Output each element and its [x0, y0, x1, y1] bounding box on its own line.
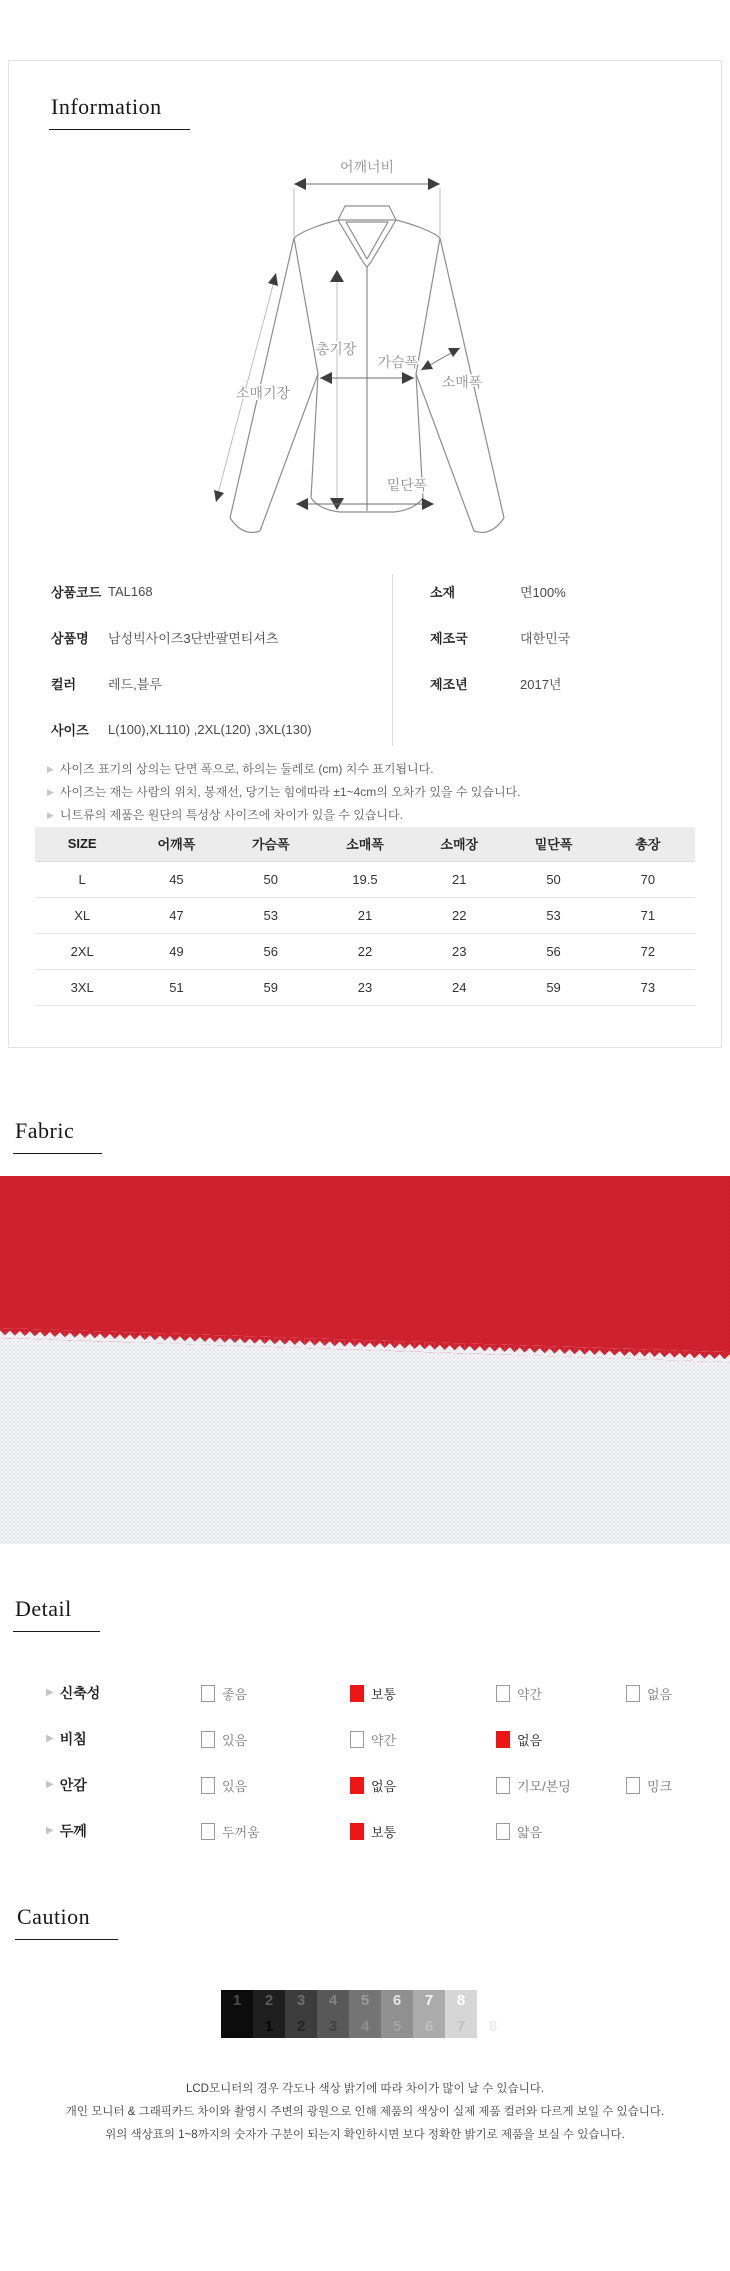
scale-number-top: 8: [456, 1992, 466, 2009]
scale-number-bottom: 6: [424, 2018, 434, 2035]
checkbox-icon: [350, 1685, 364, 1702]
size-table: [35, 827, 695, 1006]
size-cell: 47: [129, 897, 223, 933]
option-label: 얇음: [517, 1824, 543, 1840]
checkbox-icon: [496, 1777, 510, 1794]
size-table-row: [35, 969, 695, 1005]
sleeve-width-label: 소매폭: [441, 374, 483, 390]
spec-row: [51, 706, 392, 752]
scale-number-bottom: 8: [488, 2018, 498, 2035]
spec-label: 컬러: [51, 676, 77, 692]
spec-value: TAL168: [108, 583, 153, 599]
spec-label: 상품명: [51, 630, 89, 646]
size-cell: L: [35, 861, 129, 897]
spec-label: 상품코드: [51, 584, 102, 600]
size-cell: 53: [506, 897, 600, 933]
size-cell: 45: [129, 861, 223, 897]
detail-row-stretch: [0, 1670, 730, 1716]
scale-number-top: 4: [328, 1992, 338, 2009]
total-length-label: 총기장: [315, 341, 357, 357]
note-item: [47, 804, 721, 827]
note-item: [47, 781, 721, 804]
grayscale-cell: [413, 1990, 445, 2038]
size-cell: 49: [129, 933, 223, 969]
spec-label: 사이즈: [51, 722, 89, 738]
size-cell: 22: [412, 897, 506, 933]
detail-section: [0, 1544, 730, 1854]
note-arrow-icon: ▶: [47, 810, 54, 820]
option-label: 약간: [517, 1686, 543, 1702]
detail-label-text: 신축성: [59, 1685, 101, 1701]
option-label: 약간: [371, 1732, 397, 1748]
caution-section: [0, 1854, 730, 2147]
arrow-icon: ▶: [46, 1686, 54, 1698]
detail-option: [496, 1822, 626, 1841]
chest-width-label: 가슴폭: [377, 354, 419, 370]
size-table-header-cell: 어깨폭: [129, 827, 223, 861]
size-cell: 19.5: [318, 861, 412, 897]
size-cell: 50: [506, 861, 600, 897]
grayscale-cell: [349, 1990, 381, 2038]
scale-number-bottom: [221, 2016, 253, 2038]
grayscale-cell: [317, 1990, 349, 2038]
detail-option: [496, 1776, 626, 1795]
size-table-row: [35, 933, 695, 969]
spec-value: L(100),XL110) ,2XL(120) ,3XL(130): [108, 721, 312, 737]
arrow-icon: ▶: [46, 1824, 54, 1836]
detail-row-thickness: [0, 1808, 730, 1854]
spec-value: 대한민국: [520, 630, 571, 646]
spec-row: [430, 614, 721, 660]
size-cell: 59: [224, 969, 318, 1005]
size-cell: 2XL: [35, 933, 129, 969]
detail-row-label: [46, 1683, 201, 1703]
checkbox-icon: [350, 1777, 364, 1794]
size-cell: 22: [318, 933, 412, 969]
spec-row: [51, 568, 392, 614]
option-label: 좋음: [222, 1686, 248, 1702]
note-text: 사이즈는 재는 사람의 위치, 봉재선, 당기는 힘에따라 ±1~4cm의 오차가 있을 수 있습니다.: [59, 785, 521, 799]
detail-option: [201, 1776, 350, 1795]
information-section: [8, 60, 722, 1048]
grayscale-cell: [253, 1990, 285, 2038]
spec-row: [430, 660, 721, 706]
detail-row-label: [46, 1729, 201, 1749]
checkbox-icon: [350, 1823, 364, 1840]
detail-option: [350, 1822, 496, 1841]
detail-option: [626, 1776, 730, 1795]
size-cell: 24: [412, 969, 506, 1005]
spec-row: [51, 660, 392, 706]
detail-option: [626, 1684, 730, 1703]
fabric-heading: Fabric: [13, 1118, 102, 1154]
checkbox-icon: [496, 1731, 510, 1748]
scale-number-bottom: 7: [456, 2018, 466, 2035]
size-cell: 23: [412, 933, 506, 969]
sleeve-length-label: 소매기장: [235, 385, 291, 401]
option-label: 없음: [517, 1732, 543, 1748]
checkbox-icon: [201, 1777, 215, 1794]
arrow-icon: ▶: [46, 1778, 54, 1790]
size-cell: 50: [224, 861, 318, 897]
size-table-header-cell: 총장: [601, 827, 695, 861]
grayscale-cell: [477, 1990, 509, 2038]
detail-label-text: 비침: [59, 1731, 87, 1747]
detail-label-text: 안감: [59, 1777, 87, 1793]
product-spec-table: [9, 568, 721, 752]
scale-number-top: 1: [232, 1992, 242, 2009]
fabric-knit-texture: [0, 1176, 730, 1544]
option-label: 없음: [647, 1686, 673, 1702]
spec-label: 소재: [430, 584, 456, 600]
size-table-header-cell: 밑단폭: [506, 827, 600, 861]
size-cell: 56: [506, 933, 600, 969]
note-item: [47, 758, 721, 781]
note-arrow-icon: ▶: [47, 787, 54, 797]
size-cell: 56: [224, 933, 318, 969]
scale-number-bottom: 2: [296, 2018, 306, 2035]
size-cell: 51: [129, 969, 223, 1005]
option-label: 밍크: [647, 1778, 673, 1794]
grayscale-calibration-chart: [221, 1990, 509, 2038]
arrow-icon: ▶: [46, 1732, 54, 1744]
spec-value: 2017년: [520, 676, 562, 692]
size-table-header-cell: SIZE: [35, 827, 129, 861]
size-cell: 73: [601, 969, 695, 1005]
option-label: 있음: [222, 1732, 248, 1748]
option-label: 기모/본딩: [517, 1778, 571, 1794]
size-cell: 3XL: [35, 969, 129, 1005]
spec-column-left: [9, 568, 392, 752]
note-text: 사이즈 표기의 상의는 단면 폭으로, 하의는 둘레로 (cm) 치수 표기됩니다.: [59, 762, 434, 776]
detail-option: [350, 1684, 496, 1703]
size-table-row: [35, 897, 695, 933]
spec-value: 레드,블루: [108, 676, 162, 692]
size-cell: 23: [318, 969, 412, 1005]
grayscale-cell: [285, 1990, 317, 2038]
size-table-row: [35, 861, 695, 897]
scale-number-top: [477, 1990, 509, 2012]
spec-column-right: [393, 568, 721, 752]
detail-heading: Detail: [13, 1596, 100, 1632]
detail-option: [201, 1822, 350, 1841]
scale-number-bottom: 1: [264, 2018, 274, 2035]
spec-label: 제조국: [430, 630, 468, 646]
detail-option: [201, 1684, 350, 1703]
spec-value: 면100%: [520, 584, 566, 600]
shirt-outline: [230, 206, 504, 532]
option-label: 있음: [222, 1778, 248, 1794]
checkbox-icon: [496, 1685, 510, 1702]
size-cell: 59: [506, 969, 600, 1005]
caution-note-line: 개인 모니터 & 그래픽카드 차이와 촬영시 주변의 광원으로 인해 제품의 색상이 실제 제품 컬러와 다르게 보일 수 있습니다.: [65, 2106, 665, 2118]
caution-note-line: 위의 색상표의 1~8까지의 숫자가 구분이 되는지 확인하시면 보다 정확한 밝기로 제품을 보실 수 있습니다.: [105, 2129, 625, 2141]
shirt-measurement-diagram: [130, 146, 600, 546]
caution-heading: Caution: [15, 1904, 118, 1940]
checkbox-icon: [626, 1685, 640, 1702]
scale-number-bottom: 5: [392, 2018, 402, 2035]
detail-option: [496, 1684, 626, 1703]
scale-number-bottom: 4: [360, 2018, 370, 2035]
scale-number-top: 3: [296, 1992, 306, 2009]
size-cell: 70: [601, 861, 695, 897]
option-label: 보통: [371, 1686, 397, 1702]
size-cell: 53: [224, 897, 318, 933]
detail-option: [350, 1730, 496, 1749]
detail-label-text: 두께: [59, 1823, 87, 1839]
checkbox-icon: [201, 1685, 215, 1702]
grayscale-cell: [445, 1990, 477, 2038]
detail-option: [350, 1776, 496, 1795]
detail-row-lining: [0, 1762, 730, 1808]
grayscale-cell: [381, 1990, 413, 2038]
scale-number-top: 2: [264, 1992, 274, 2009]
fabric-section: [0, 1048, 730, 1544]
scale-number-top: 6: [392, 1992, 402, 2009]
grayscale-cell: [221, 1990, 253, 2038]
scale-number-top: 7: [424, 1992, 434, 2009]
size-table-header-cell: 소매장: [412, 827, 506, 861]
option-label: 보통: [371, 1824, 397, 1840]
spec-label: 제조년: [430, 676, 468, 692]
size-cell: 71: [601, 897, 695, 933]
checkbox-icon: [350, 1731, 364, 1748]
option-label: 없음: [371, 1778, 397, 1794]
checkbox-icon: [496, 1823, 510, 1840]
fabric-photo: [0, 1176, 730, 1544]
detail-row-label: [46, 1775, 201, 1795]
spec-value: 남성빅사이즈3단반팔면티셔츠: [108, 630, 279, 646]
shoulder-width-label: 어깨너비: [339, 159, 395, 175]
detail-option: [496, 1730, 626, 1749]
scale-number-top: 5: [360, 1992, 370, 2009]
spec-row: [430, 568, 721, 614]
checkbox-icon: [626, 1777, 640, 1794]
information-heading: Information: [49, 94, 190, 130]
shirt-diagram-svg: [130, 146, 600, 546]
detail-row-sheerness: [0, 1716, 730, 1762]
hem-width-label: 밑단폭: [386, 477, 428, 493]
size-cell: 72: [601, 933, 695, 969]
checkbox-icon: [201, 1731, 215, 1748]
size-cell: XL: [35, 897, 129, 933]
detail-row-label: [46, 1821, 201, 1841]
note-arrow-icon: ▶: [47, 764, 54, 774]
size-table-header-cell: 가슴폭: [224, 827, 318, 861]
caution-notes: [0, 2078, 730, 2147]
caution-note-line: LCD모니터의 경우 각도나 색상 밝기에 따라 차이가 많이 날 수 있습니다.: [185, 2083, 545, 2095]
size-notes-list: [47, 758, 721, 827]
note-text: 니트류의 제품은 원단의 특성상 사이즈에 차이가 있을 수 있습니다.: [59, 808, 403, 822]
size-table-header-cell: 소매폭: [318, 827, 412, 861]
detail-rows: [0, 1670, 730, 1854]
size-cell: 21: [318, 897, 412, 933]
detail-option: [201, 1730, 350, 1749]
spec-row: [51, 614, 392, 660]
size-cell: 21: [412, 861, 506, 897]
checkbox-icon: [201, 1823, 215, 1840]
option-label: 두꺼움: [222, 1824, 260, 1840]
scale-number-bottom: 3: [328, 2018, 338, 2035]
size-table-header: [35, 827, 695, 861]
